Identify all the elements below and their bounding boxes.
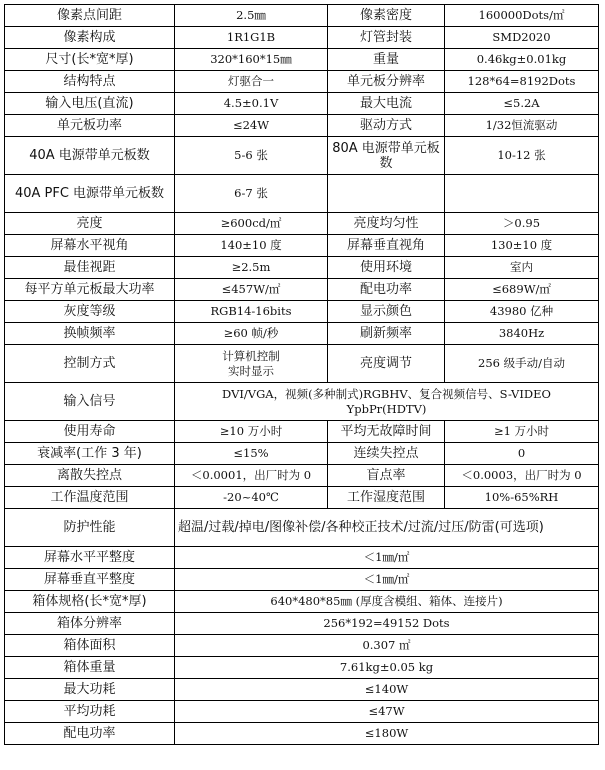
spec-label: 盲点率 — [328, 465, 445, 487]
table-row — [5, 213, 599, 235]
spec-value: ＞0.95 — [445, 213, 599, 235]
spec-value: ≥60 帧/秒 — [175, 323, 328, 345]
spec-value: 超温/过载/掉电/图像补偿/各种校正技术/过流/过压/防雷(可选项) — [175, 509, 599, 547]
spec-value: 1R1G1B — [175, 27, 328, 49]
table-row — [5, 679, 599, 701]
spec-label: 像素密度 — [328, 5, 445, 27]
spec-label: 像素构成 — [5, 27, 175, 49]
table-row — [5, 137, 599, 175]
spec-value: 4.5±0.1V — [175, 93, 328, 115]
table-row — [5, 509, 599, 547]
spec-value: ≥1 万小时 — [445, 421, 599, 443]
spec-label: 灰度等级 — [5, 301, 175, 323]
spec-label: 驱动方式 — [328, 115, 445, 137]
spec-label: 80A 电源带单元板数 — [328, 137, 445, 175]
table-row — [5, 657, 599, 679]
spec-value: ≤24W — [175, 115, 328, 137]
table-row — [5, 635, 599, 657]
table-row — [5, 701, 599, 723]
table-row — [5, 49, 599, 71]
spec-value: ≤140W — [175, 679, 599, 701]
spec-label: 离散失控点 — [5, 465, 175, 487]
spec-label: 换帧频率 — [5, 323, 175, 345]
spec-label: 箱体分辨率 — [5, 613, 175, 635]
table-row — [5, 257, 599, 279]
spec-label: 平均功耗 — [5, 701, 175, 723]
spec-label: 屏幕水平视角 — [5, 235, 175, 257]
spec-value: ＜1㎜/㎡ — [175, 569, 599, 591]
table-row — [5, 345, 599, 383]
table-row — [5, 301, 599, 323]
spec-value: ＜0.0003，出厂时为 0 — [445, 465, 599, 487]
spec-label: 40A PFC 电源带单元板数 — [5, 175, 175, 213]
spec-value: 1/32恒流驱动 — [445, 115, 599, 137]
spec-label: 40A 电源带单元板数 — [5, 137, 175, 175]
spec-value: ≤5.2A — [445, 93, 599, 115]
spec-value: 160000Dots/㎡ — [445, 5, 599, 27]
spec-value: 6-7 张 — [175, 175, 328, 213]
spec-value: SMD2020 — [445, 27, 599, 49]
spec-value: ＜0.0001，出厂时为 0 — [175, 465, 328, 487]
table-row — [5, 723, 599, 745]
spec-label: 显示颜色 — [328, 301, 445, 323]
spec-label: 刷新频率 — [328, 323, 445, 345]
spec-label: 输入电压(直流) — [5, 93, 175, 115]
spec-value: 128*64=8192Dots — [445, 71, 599, 93]
spec-label: 单元板功率 — [5, 115, 175, 137]
spec-label: 灯管封装 — [328, 27, 445, 49]
table-row — [5, 323, 599, 345]
spec-label: 平均无故障时间 — [328, 421, 445, 443]
spec-value: ≤47W — [175, 701, 599, 723]
spec-label: 重量 — [328, 49, 445, 71]
table-row — [5, 613, 599, 635]
spec-label: 单元板分辨率 — [328, 71, 445, 93]
spec-label: 最大电流 — [328, 93, 445, 115]
spec-label: 使用寿命 — [5, 421, 175, 443]
spec-label: 工作湿度范围 — [328, 487, 445, 509]
spec-label: 配电功率 — [5, 723, 175, 745]
table-row — [5, 465, 599, 487]
spec-label: 每平方单元板最大功率 — [5, 279, 175, 301]
spec-label: 控制方式 — [5, 345, 175, 383]
spec-label: 配电功率 — [328, 279, 445, 301]
spec-label: 亮度均匀性 — [328, 213, 445, 235]
spec-label — [328, 175, 445, 213]
spec-value: ≥2.5m — [175, 257, 328, 279]
spec-value: 256 级手动/自动 — [445, 345, 599, 383]
spec-value: 10%-65%RH — [445, 487, 599, 509]
table-row — [5, 175, 599, 213]
table-row — [5, 115, 599, 137]
table-row — [5, 93, 599, 115]
spec-label: 箱体重量 — [5, 657, 175, 679]
spec-value: 10-12 张 — [445, 137, 599, 175]
spec-value: ≥600cd/㎡ — [175, 213, 328, 235]
spec-value: ≤689W/㎡ — [445, 279, 599, 301]
spec-value: 计算机控制 实时显示 — [175, 345, 328, 383]
spec-value: 0 — [445, 443, 599, 465]
spec-value — [445, 175, 599, 213]
spec-label: 最佳视距 — [5, 257, 175, 279]
table-row — [5, 279, 599, 301]
spec-label: 屏幕垂直平整度 — [5, 569, 175, 591]
spec-value: RGB14-16bits — [175, 301, 328, 323]
spec-value: 2.5㎜ — [175, 5, 328, 27]
spec-label: 屏幕水平平整度 — [5, 547, 175, 569]
spec-value: 0.307 ㎡ — [175, 635, 599, 657]
spec-value: 5-6 张 — [175, 137, 328, 175]
spec-value: 3840Hz — [445, 323, 599, 345]
spec-table — [4, 4, 599, 745]
table-row — [5, 235, 599, 257]
spec-label: 亮度 — [5, 213, 175, 235]
spec-value: ≥10 万小时 — [175, 421, 328, 443]
spec-label: 箱体面积 — [5, 635, 175, 657]
spec-value: -20~40℃ — [175, 487, 328, 509]
spec-label: 防护性能 — [5, 509, 175, 547]
spec-value: ≤180W — [175, 723, 599, 745]
spec-label: 输入信号 — [5, 383, 175, 421]
spec-value: 43980 亿种 — [445, 301, 599, 323]
spec-label: 结构特点 — [5, 71, 175, 93]
table-row — [5, 547, 599, 569]
spec-value: 室内 — [445, 257, 599, 279]
table-row — [5, 71, 599, 93]
table-row — [5, 569, 599, 591]
spec-label: 屏幕垂直视角 — [328, 235, 445, 257]
spec-value: 130±10 度 — [445, 235, 599, 257]
spec-label: 连续失控点 — [328, 443, 445, 465]
table-row — [5, 487, 599, 509]
spec-label: 衰减率(工作 3 年) — [5, 443, 175, 465]
spec-value: 0.46kg±0.01kg — [445, 49, 599, 71]
spec-value: 320*160*15㎜ — [175, 49, 328, 71]
spec-value: 7.61kg±0.05 kg — [175, 657, 599, 679]
table-row — [5, 443, 599, 465]
spec-label: 工作温度范围 — [5, 487, 175, 509]
spec-label: 最大功耗 — [5, 679, 175, 701]
spec-value: ≤457W/㎡ — [175, 279, 328, 301]
table-row — [5, 383, 599, 421]
spec-value: 256*192=49152 Dots — [175, 613, 599, 635]
spec-label: 亮度调节 — [328, 345, 445, 383]
spec-label: 箱体规格(长*宽*厚) — [5, 591, 175, 613]
spec-label: 像素点间距 — [5, 5, 175, 27]
spec-label: 使用环境 — [328, 257, 445, 279]
spec-label: 尺寸(长*宽*厚) — [5, 49, 175, 71]
spec-value: 灯驱合一 — [175, 71, 328, 93]
spec-value: 140±10 度 — [175, 235, 328, 257]
table-row — [5, 421, 599, 443]
table-row — [5, 27, 599, 49]
spec-value: DVI/VGA，视频(多种制式)RGBHV、复合视频信号、S-VIDEO YpbPr(HDTV) — [175, 383, 599, 421]
spec-value: 640*480*85㎜ (厚度含模组、箱体、连接片) — [175, 591, 599, 613]
spec-value: ＜1㎜/㎡ — [175, 547, 599, 569]
spec-value: ≤15% — [175, 443, 328, 465]
table-row — [5, 591, 599, 613]
table-row — [5, 5, 599, 27]
